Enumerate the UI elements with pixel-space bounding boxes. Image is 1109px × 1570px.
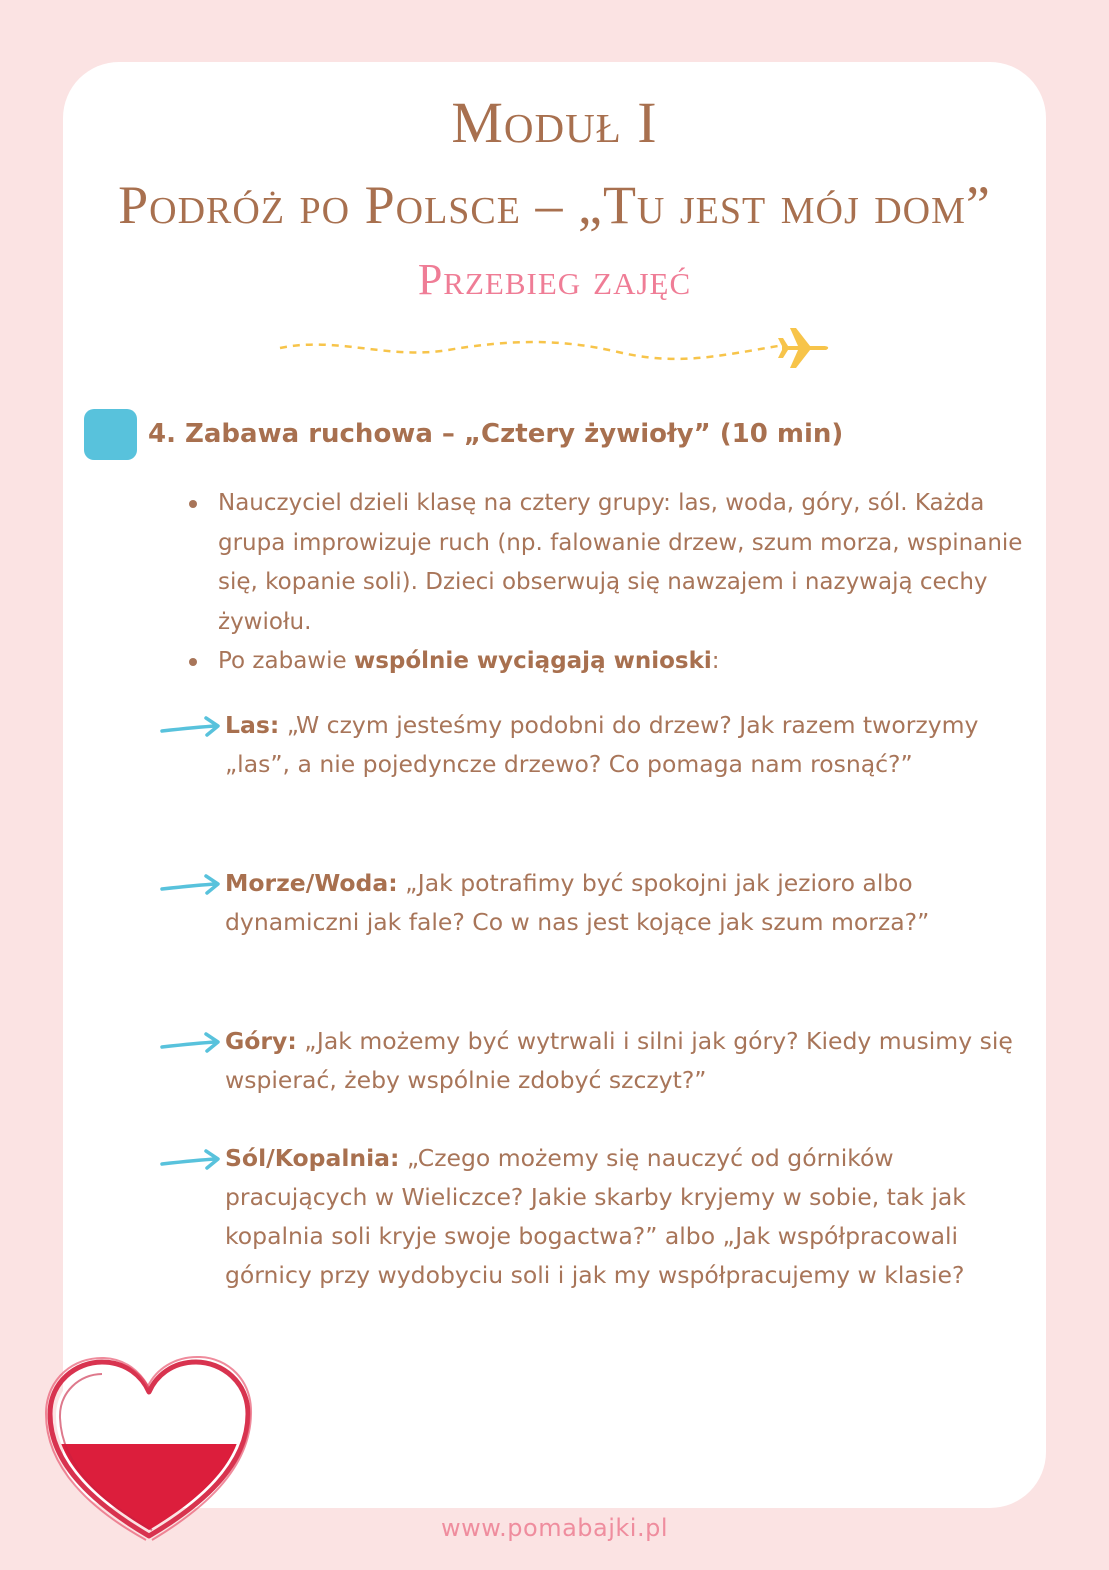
question-body: „W czym jesteśmy podobni do drzew? Jak razem tworzymy „las”, a nie pojedyncze drzewo? Co pomaga nam rosnąć?” <box>225 711 979 778</box>
bullet-list <box>187 484 1027 682</box>
question-text <box>225 706 1015 784</box>
question-body: „Jak potrafimy być spokojni jak jezioro albo dynamiczni jak fale? Co w nas jest kojące jak szum morza?” <box>225 869 930 936</box>
arrow-right-icon <box>160 874 222 896</box>
bullet-text-bold: wspólnie wyciągają wnioski <box>353 648 712 674</box>
question-label: Sól/Kopalnia: <box>225 1144 400 1172</box>
arrow-right-icon <box>160 1032 222 1054</box>
question-body: „Jak możemy być wytrwali i silni jak góry? Kiedy musimy się wspierać, żeby wspólnie zdobyć szczyt?” <box>225 1027 1013 1094</box>
bullet-item <box>187 642 1027 682</box>
bullet-text-pre: Po zabawie <box>218 648 354 674</box>
footer-url: www.pomabajki.pl <box>440 1514 669 1542</box>
airplane-icon <box>778 328 828 368</box>
question-text <box>225 1022 1015 1100</box>
question-label: Góry: <box>225 1027 297 1055</box>
question-label: Las: <box>225 711 280 739</box>
question-body: „Czego możemy się nauczyć od górników pracujących w Wieliczce? Jakie skarby kryjemy w sobie, tak jak kopalnia soli kryje swoje bogactwa?” albo „Jak współpracowali górnicy przy wydobyciu soli i jak my współpracujemy w klasie? <box>225 1144 966 1289</box>
page-title: Podróż po Polsce – „Tu jest mój dom” <box>118 175 991 235</box>
section-badge <box>84 409 137 460</box>
flight-path <box>278 322 838 372</box>
bullet-text: Nauczyciel dzieli klasę na cztery grupy: las, woda, góry, sól. Każda grupa improwizuje ruch (np. falowanie drzew, szum morza, wspinanie się, kopanie soli). Dzieci obserwują się nawzajem i nazywają cechy żywiołu. <box>218 490 1023 635</box>
question-label: Morze/Woda: <box>225 869 398 897</box>
arrow-right-icon <box>160 716 222 738</box>
section-heading: 4. Zabawa ruchowa – „Cztery żywioły” (10 min) <box>148 419 844 449</box>
question-text <box>225 864 1015 942</box>
bullet-item <box>187 484 1027 642</box>
page-subtitle: Przebieg zajęć <box>417 255 692 304</box>
question-text <box>225 1139 1015 1295</box>
arrow-right-icon <box>160 1149 222 1171</box>
bullet-text-post: : <box>711 648 720 674</box>
module-title: Moduł I <box>451 90 658 155</box>
